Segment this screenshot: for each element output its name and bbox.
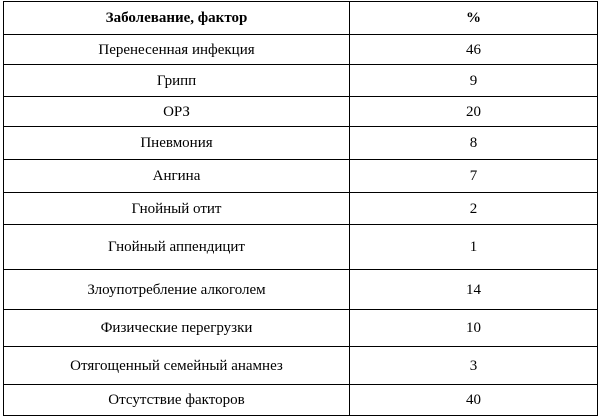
row-value: 14: [350, 270, 598, 310]
row-label: Гнойный отит: [4, 193, 350, 225]
row-label: Отягощенный семейный анамнез: [4, 347, 350, 385]
header-cell-percent: %: [350, 2, 598, 35]
row-value: 8: [350, 127, 598, 160]
row-value: 3: [350, 347, 598, 385]
row-label: Гнойный аппендицит: [4, 225, 350, 270]
row-value: 9: [350, 65, 598, 97]
row-label: Грипп: [4, 65, 350, 97]
header-cell-factor: Заболевание, фактор: [4, 2, 350, 35]
table-row: [4, 385, 598, 416]
row-value: 7: [350, 160, 598, 193]
table-row: [4, 225, 598, 270]
table-row: [4, 160, 598, 193]
row-label: Злоупотребление алкоголем: [4, 270, 350, 310]
table-row: [4, 65, 598, 97]
row-value: 1: [350, 225, 598, 270]
table-row: [4, 35, 598, 65]
table-row: [4, 127, 598, 160]
row-label: Ангина: [4, 160, 350, 193]
table-header-row: [4, 2, 598, 35]
row-label: Физические перегрузки: [4, 310, 350, 347]
table-row: [4, 347, 598, 385]
table-row: [4, 310, 598, 347]
row-value: 40: [350, 385, 598, 416]
row-value: 20: [350, 97, 598, 127]
factor-table: [3, 1, 598, 416]
row-label: Пневмония: [4, 127, 350, 160]
row-value: 10: [350, 310, 598, 347]
row-label: Перенесенная инфекция: [4, 35, 350, 65]
row-value: 2: [350, 193, 598, 225]
row-label: ОРЗ: [4, 97, 350, 127]
table-row: [4, 193, 598, 225]
document-sheet: [3, 1, 597, 409]
table-row: [4, 270, 598, 310]
row-label: Отсутствие факторов: [4, 385, 350, 416]
row-value: 46: [350, 35, 598, 65]
table-row: [4, 97, 598, 127]
